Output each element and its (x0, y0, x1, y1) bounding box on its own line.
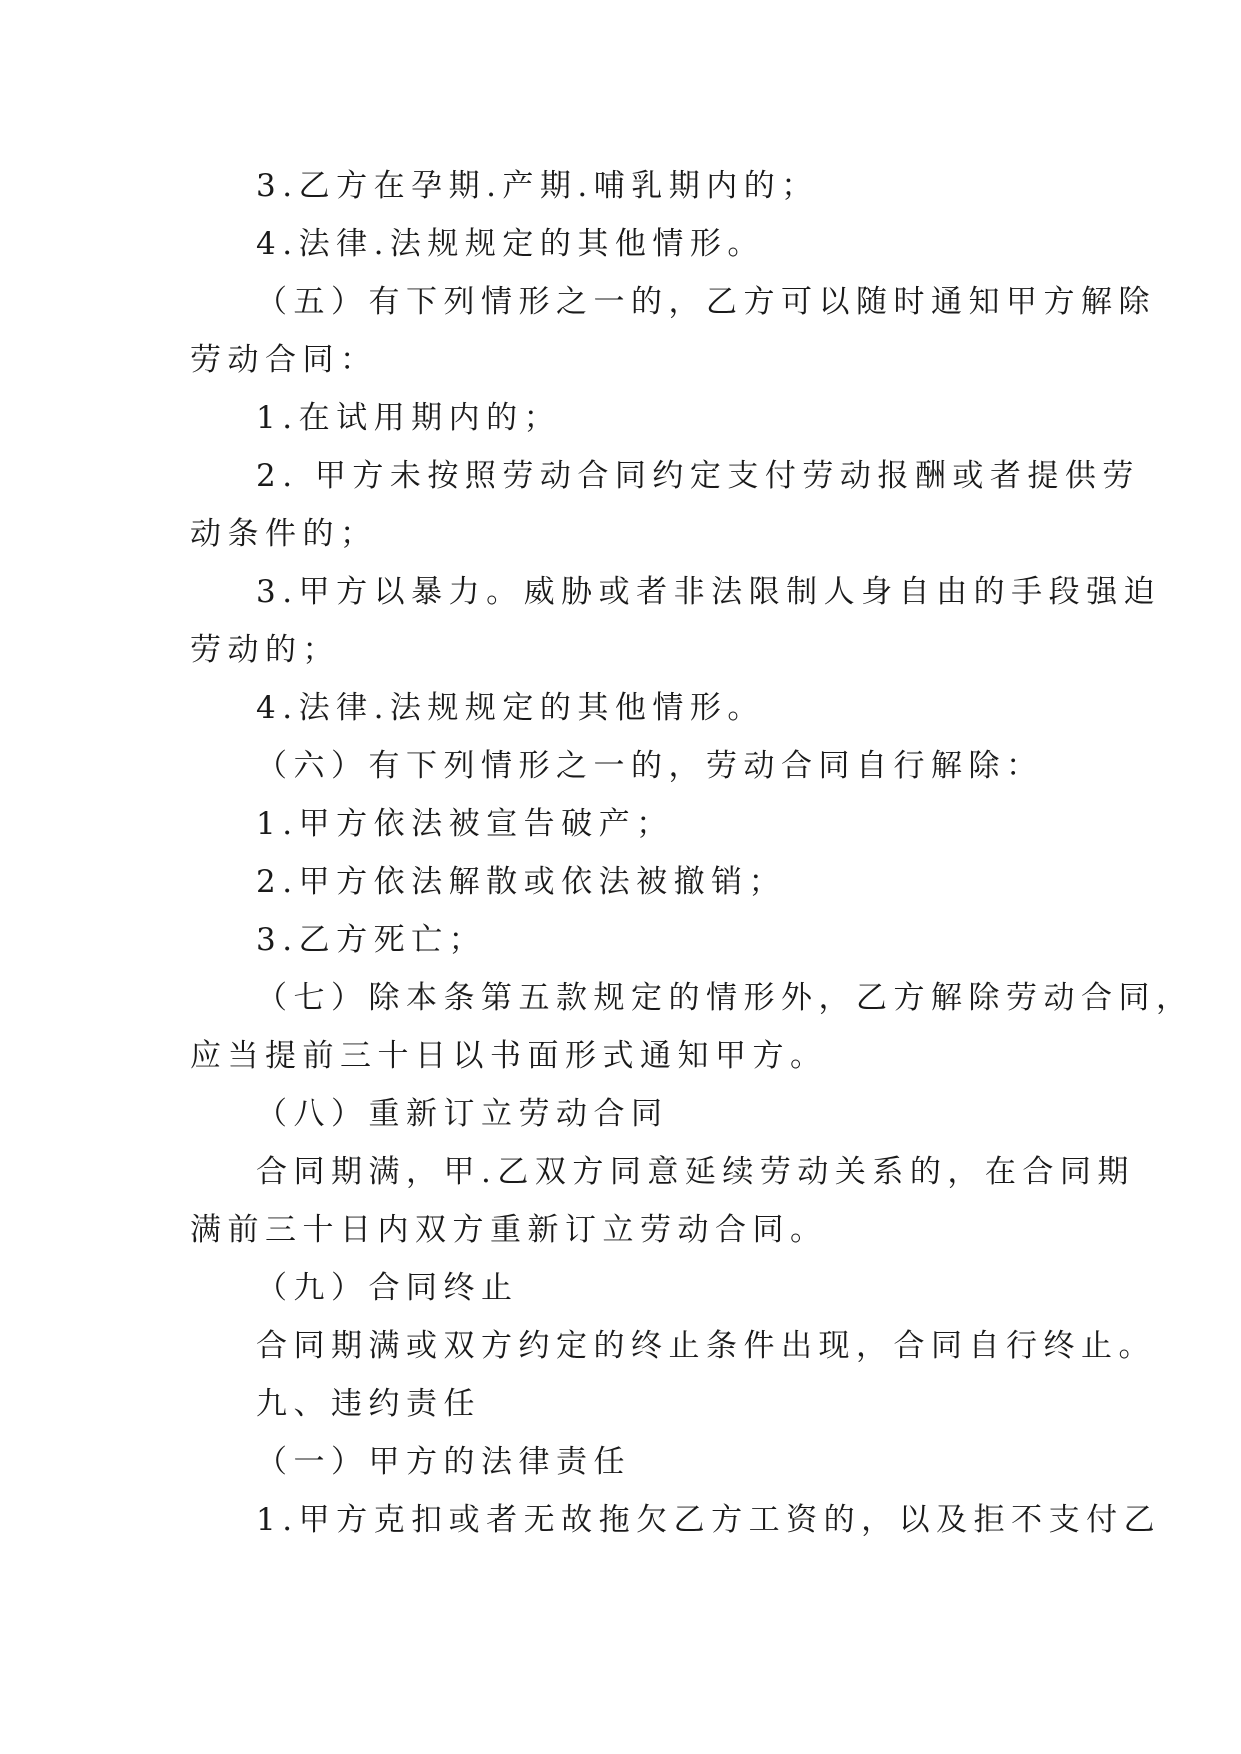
text-line: （一）甲方的法律责任 (256, 1444, 631, 1480)
text-line: 合同期满，甲.乙双方同意延续劳动关系的，在合同期 (256, 1154, 1135, 1190)
text-line: （九）合同终止 (256, 1270, 519, 1306)
text-line: 3.甲方以暴力。威胁或者非法限制人身自由的手段强迫 (256, 574, 1162, 610)
text-line: 动条件的； (190, 516, 378, 552)
text-line: 九、违约责任 (256, 1386, 481, 1422)
text-line: 应当提前三十日以书面形式通知甲方。 (190, 1038, 828, 1074)
text-line: （五）有下列情形之一的，乙方可以随时通知甲方解除 (256, 284, 1156, 320)
text-line: 3.乙方在孕期.产期.哺乳期内的； (256, 168, 819, 204)
text-line: 4.法律.法规规定的其他情形。 (256, 226, 765, 262)
text-line: 2.甲方依法解散或依法被撤销； (256, 864, 787, 900)
text-line: 劳动的； (190, 632, 340, 668)
text-line: 劳动合同： (190, 342, 378, 378)
text-line: 合同期满或双方约定的终止条件出现，合同自行终止。 (256, 1328, 1156, 1364)
text-line: 2. 甲方未按照劳动合同约定支付劳动报酬或者提供劳 (256, 458, 1140, 494)
text-line: 1.甲方依法被宣告破产； (256, 806, 674, 842)
text-line: 满前三十日内双方重新订立劳动合同。 (190, 1212, 828, 1248)
text-line: （八）重新订立劳动合同 (256, 1096, 669, 1132)
text-line: 1.甲方克扣或者无故拖欠乙方工资的，以及拒不支付乙 (256, 1502, 1162, 1538)
text-line: 3.乙方死亡； (256, 922, 487, 958)
text-line: （七）除本条第五款规定的情形外，乙方解除劳动合同， (256, 980, 1194, 1016)
text-line: （六）有下列情形之一的，劳动合同自行解除： (256, 748, 1044, 784)
document-body (190, 157, 1194, 1549)
text-line: 1.在试用期内的； (256, 400, 562, 436)
text-line: 4.法律.法规规定的其他情形。 (256, 690, 765, 726)
